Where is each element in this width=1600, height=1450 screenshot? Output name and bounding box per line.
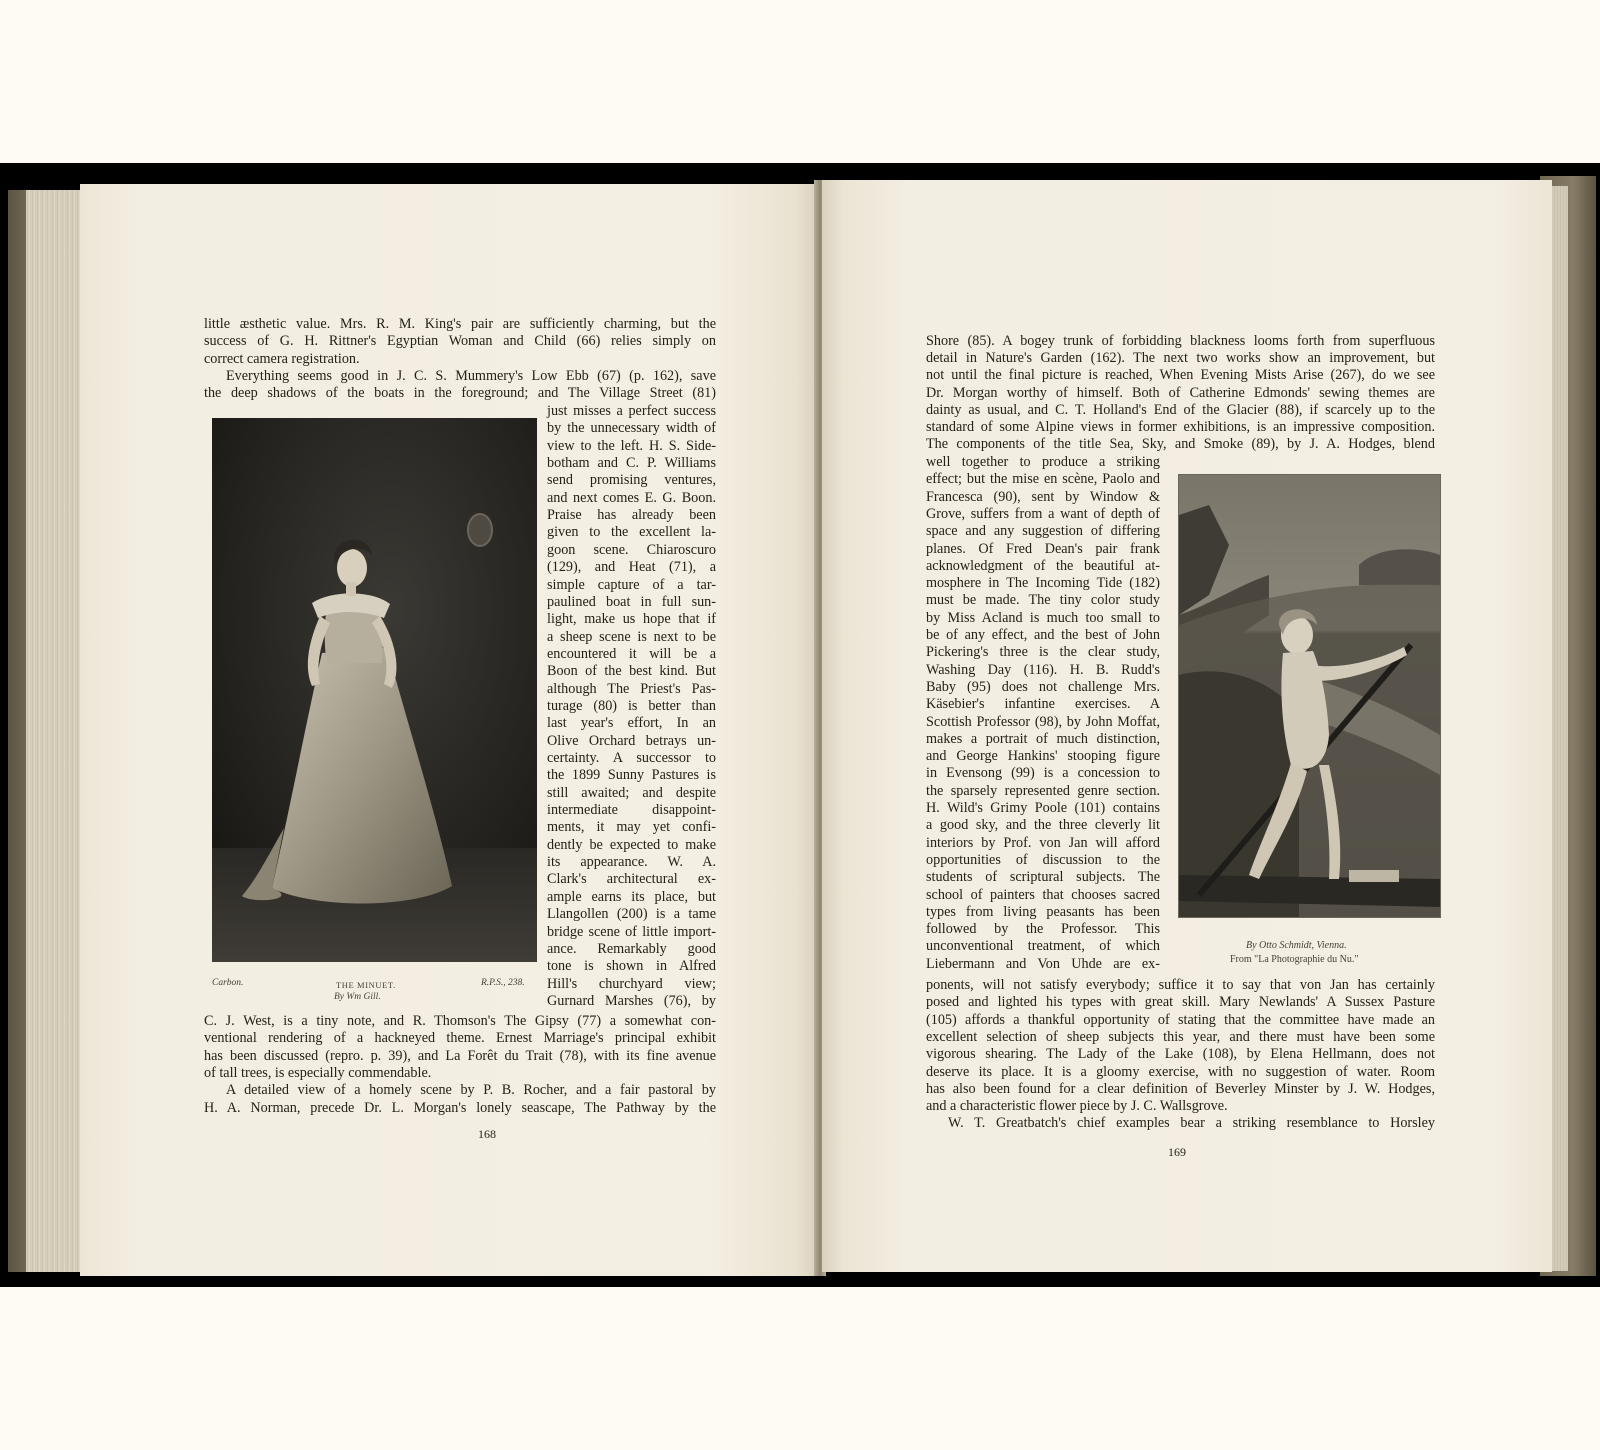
text-line: encountered it will be a: [547, 645, 716, 662]
text-line: school of painters that chooses sacred: [926, 886, 1160, 903]
text-line: given to the excellent la-: [547, 524, 716, 541]
text-line: excellent selection of sheep subjects this year, and there must have been some: [926, 1028, 1435, 1045]
text-line: Scottish Professor (98), by John Moffat,: [926, 713, 1160, 730]
text-line: Clark's architectural ex-: [547, 871, 716, 888]
text-line: Baby (95) does not challenge Mrs.: [926, 678, 1160, 695]
text-line: dently be expected to make: [547, 836, 716, 853]
minuet-caption-ref: R.P.S., 238.: [481, 978, 525, 988]
text-line: paulined boat in full sun-: [547, 593, 716, 610]
text-line: ponents, will not satisfy everybody; suffice it to say that von Jan has certainly: [926, 977, 1435, 993]
text-line: H. Wild's Grimy Poole (101) contains: [926, 800, 1160, 816]
text-line: W. T. Greatbatch's chief examples bear a striking resemblance to Horsley: [948, 1115, 1435, 1132]
text-line: ments, it may yet confi-: [547, 819, 716, 836]
text-line: Shore (85). A bogey trunk of forbidding blackness looms forth from superfluous: [926, 333, 1435, 349]
text-line: types from living peasants has been: [926, 903, 1160, 920]
text-line: has been discussed (repro. p. 39), and La Forêt du Trait (78), with its fine avenue: [204, 1047, 716, 1064]
text-line: space and any suggestion of differing: [926, 523, 1160, 540]
text-line: Everything seems good in J. C. S. Mummery's Low Ebb (67) (p. 162), save: [226, 367, 716, 384]
text-line: A detailed view of a homely scene by P. B. Rocher, and a fair pastoral by: [226, 1082, 716, 1099]
text-line: Dr. Morgan worthy of himself. Both of Catherine Edmonds' sewing themes are: [926, 384, 1435, 401]
text-line: must be made. The tiny color study: [926, 592, 1160, 609]
text-line: certainty. A successor to: [547, 750, 716, 766]
text-line: has also been found for a clear definition of Beverley Minster by J. W. Hodges,: [926, 1080, 1435, 1097]
text-line: last year's effort, In an: [547, 715, 716, 732]
text-line: (129), and Heat (71), a: [547, 559, 716, 576]
text-line: makes a portrait of much distinction,: [926, 730, 1160, 747]
text-line: ventional rendering of a hackneyed theme. Ernest Marriage's principal exhibit: [204, 1030, 716, 1047]
text-line: Liebermann and Von Uhde are ex-: [926, 955, 1160, 972]
text-line: ance. Remarkably good: [547, 940, 716, 957]
schmidt-caption-source: From "La Photographie du Nu.": [1230, 954, 1359, 965]
text-line: although The Priest's Pas-: [547, 680, 716, 697]
right-page-number: 169: [1168, 1145, 1186, 1159]
text-line: by the unnecessary width of: [547, 420, 716, 437]
text-line: opportunities of discussion to the: [926, 851, 1160, 868]
minuet-caption-title: THE MINUET.: [336, 980, 396, 990]
text-line: detail in Nature's Garden (162). The next two works show an improvement, but: [926, 350, 1435, 367]
text-line: and a characteristic flower piece by J. C. Wallsgrove.: [926, 1098, 1228, 1115]
text-line: tone is shown in Alfred: [547, 958, 716, 975]
text-line: followed by the Professor. This: [926, 921, 1160, 938]
text-line: well together to produce a striking: [926, 454, 1160, 470]
text-line: a good sky, and the three cleverly lit: [926, 817, 1160, 834]
minuet-photograph: [212, 418, 537, 962]
text-line: by Miss Acland is much too small to: [926, 609, 1160, 626]
text-line: bridge scene of little import-: [547, 923, 716, 940]
text-line: its appearance. W. A.: [547, 854, 716, 871]
text-line: dainty as usual, and C. T. Holland's End of the Glacier (88), if scarcely up to the: [926, 401, 1435, 418]
text-line: just misses a perfect success: [547, 403, 716, 419]
text-line: Grove, suffers from a want of depth of: [926, 505, 1160, 522]
text-line: effect; but the mise en scène, Paolo and: [926, 471, 1160, 488]
text-line: success of G. H. Rittner's Egyptian Woman and Child (66) relies simply on: [204, 333, 716, 350]
text-line: Boon of the best kind. But: [547, 663, 716, 680]
text-line: not until the final picture is reached, When Evening Mists Arise (267), do we see: [926, 367, 1435, 384]
text-line: and next comes E. G. Boon.: [547, 489, 716, 506]
text-line: Olive Orchard betrays un-: [547, 732, 716, 749]
left-page-edges: [26, 190, 82, 1272]
text-line: be of any effect, and the best of John: [926, 627, 1160, 643]
text-line: the 1899 Sunny Pastures is: [547, 767, 716, 784]
text-line: simple capture of a tar-: [547, 576, 716, 593]
text-line: Gurnard Marshes (76), by: [547, 992, 716, 1009]
text-line: turage (80) is better than: [547, 697, 716, 714]
text-line: send promising ventures,: [547, 472, 716, 489]
text-line: little æsthetic value. Mrs. R. M. King's pair are sufficiently charming, but the: [204, 316, 716, 332]
right-page-edges: [1550, 186, 1568, 1271]
text-line: a sheep scene is next to be: [547, 628, 716, 645]
text-line: view to the left. H. S. Side-: [547, 437, 716, 454]
text-line: (105) affords a thankful opportunity of stating that the committee have made an: [926, 1011, 1435, 1028]
minuet-image: [212, 418, 537, 962]
text-line: Washing Day (116). H. B. Rudd's: [926, 661, 1160, 678]
schmidt-caption-author: By Otto Schmidt, Vienna.: [1246, 940, 1347, 951]
text-line: the sparsely represented genre section.: [926, 782, 1160, 799]
text-line: Hill's churchyard view;: [547, 975, 716, 992]
text-line: H. A. Norman, precede Dr. L. Morgan's lonely seascape, The Pathway by the: [204, 1099, 716, 1116]
text-line: light, make us hope that if: [547, 611, 716, 628]
text-line: acknowledgment of the beautiful at-: [926, 557, 1160, 574]
text-line: students of scriptural subjects. The: [926, 869, 1160, 886]
text-line: intermediate disappoint-: [547, 802, 716, 819]
text-line: of tall trees, is especially commendable.: [204, 1064, 432, 1081]
text-line: interiors by Prof. von Jan will afford: [926, 834, 1160, 851]
text-line: Francesca (90), sent by Window &: [926, 488, 1160, 505]
text-line: The components of the title Sea, Sky, and Smoke (89), by J. A. Hodges, blend: [926, 436, 1435, 453]
minuet-caption-author: By Wm Gill.: [334, 992, 381, 1002]
text-line: still awaited; and despite: [547, 784, 716, 801]
text-line: and George Hankins' stooping figure: [926, 748, 1160, 765]
schmidt-photograph: [1178, 474, 1441, 918]
text-line: Llangollen (200) is a tame: [547, 906, 716, 923]
text-line: posed and lighted his types with great skill. Mary Newlands' A Sussex Pasture: [926, 994, 1435, 1011]
minuet-caption-process: Carbon.: [212, 978, 244, 988]
text-line: mosphere in The Incoming Tide (182): [926, 575, 1160, 592]
text-line: C. J. West, is a tiny note, and R. Thomson's The Gipsy (77) a somewhat con-: [204, 1013, 716, 1029]
left-page-number: 168: [478, 1127, 496, 1141]
text-line: unconventional treatment, of which: [926, 938, 1160, 955]
text-line: botham and C. P. Williams: [547, 455, 716, 472]
text-line: Käsebier's infantine exercises. A: [926, 696, 1160, 713]
text-line: in Evensong (99) is a concession to: [926, 765, 1160, 782]
text-line: planes. Of Fred Dean's pair frank: [926, 540, 1160, 557]
text-line: Pickering's three is the clear study,: [926, 644, 1160, 661]
text-line: correct camera registration.: [204, 350, 360, 367]
text-line: ample earns its place, but: [547, 888, 716, 905]
text-line: Praise has already been: [547, 507, 716, 524]
text-line: deserve its place. It is a gloomy exercise, with no suggestion of water. Room: [926, 1063, 1435, 1080]
text-line: vigorous shearing. The Lady of the Lake (108), by Elena Hellmann, does not: [926, 1046, 1435, 1063]
text-line: goon scene. Chiaroscuro: [547, 541, 716, 558]
text-line: the deep shadows of the boats in the foreground; and The Village Street (81): [204, 385, 716, 402]
text-line: standard of some Alpine views in former exhibitions, is an impressive composition.: [926, 419, 1435, 435]
punting-boy-image: [1179, 475, 1440, 917]
